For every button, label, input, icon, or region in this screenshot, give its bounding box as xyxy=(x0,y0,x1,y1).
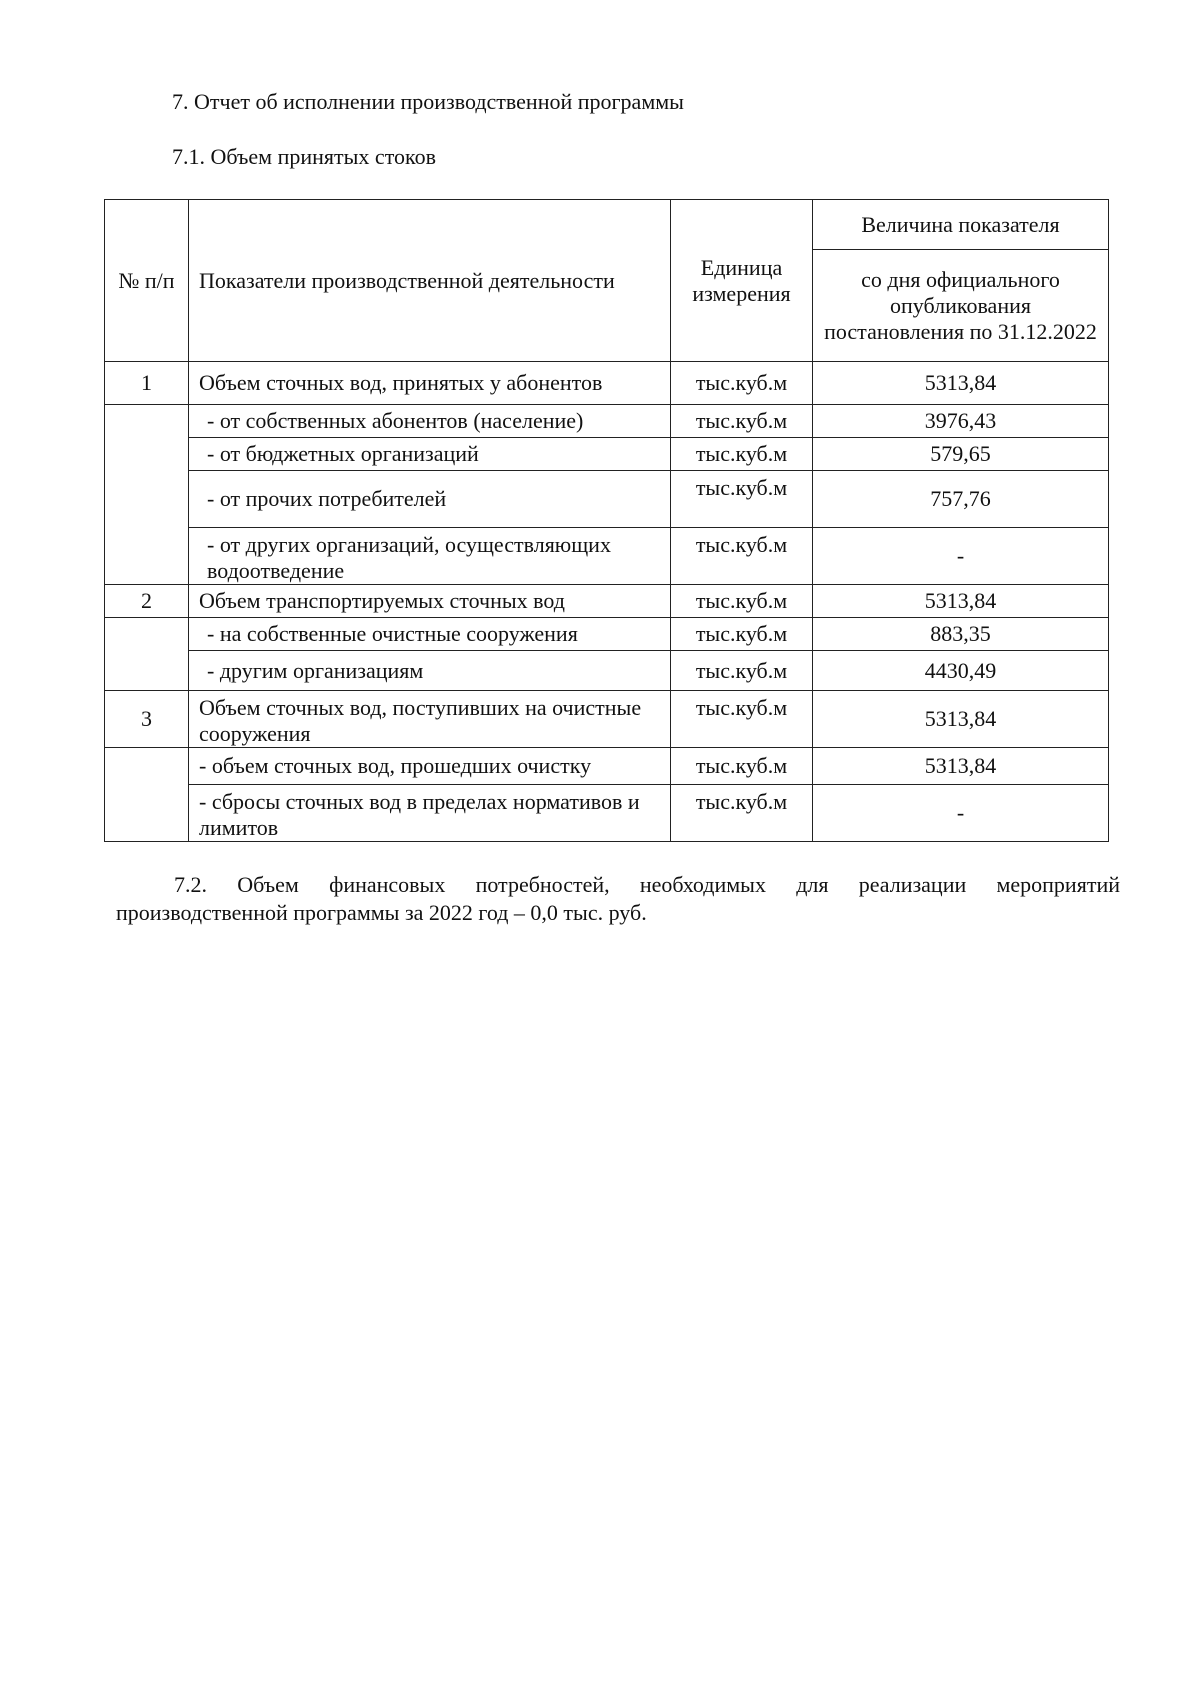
table-row xyxy=(105,651,1109,691)
section-heading-7-1: 7.1. Объем принятых стоков xyxy=(172,144,436,169)
row-indicator: - от собственных абонентов (население) xyxy=(189,405,671,438)
row-unit: тыс.куб.м xyxy=(671,438,813,471)
table-row xyxy=(105,362,1109,405)
row-value: 3976,43 xyxy=(813,405,1109,438)
section-heading-7: 7. Отчет об исполнении производственной программы xyxy=(172,89,684,114)
paragraph-7-2: 7.2. Объем финансовых потребностей, необходимых для реализации мероприятий производственной программы за 2022 год – 0,0 тыс. руб. xyxy=(116,872,1120,925)
row-value: 5313,84 xyxy=(813,691,1109,748)
row-value: - xyxy=(813,528,1109,585)
row-value: 579,65 xyxy=(813,438,1109,471)
row-num: 1 xyxy=(105,362,189,405)
wastewater-volume-table xyxy=(104,199,1109,842)
table-row xyxy=(105,438,1109,471)
row-value: 757,76 xyxy=(813,471,1109,528)
table-row xyxy=(105,405,1109,438)
row-num xyxy=(105,748,189,842)
row-value: - xyxy=(813,785,1109,842)
row-value: 883,35 xyxy=(813,618,1109,651)
table-row xyxy=(105,785,1109,842)
table-row xyxy=(105,748,1109,785)
row-num xyxy=(105,405,189,585)
row-value: 5313,84 xyxy=(813,585,1109,618)
row-unit: тыс.куб.м xyxy=(671,405,813,438)
header-indicator: Показатели производственной деятельности xyxy=(189,200,671,362)
table-header-row xyxy=(105,200,1109,250)
row-indicator: - от других организаций, осуществляющих водоотведение xyxy=(189,528,671,585)
row-unit: тыс.куб.м xyxy=(671,618,813,651)
row-indicator: - объем сточных вод, прошедших очистку xyxy=(189,748,671,785)
row-num xyxy=(105,618,189,691)
row-indicator: Объем сточных вод, поступивших на очистные сооружения xyxy=(189,691,671,748)
table-row xyxy=(105,471,1109,528)
row-unit: тыс.куб.м xyxy=(671,471,813,528)
row-indicator: - от прочих потребителей xyxy=(189,471,671,528)
row-indicator: Объем сточных вод, принятых у абонентов xyxy=(189,362,671,405)
header-num: № п/п xyxy=(105,200,189,362)
row-num: 3 xyxy=(105,691,189,748)
row-value: 4430,49 xyxy=(813,651,1109,691)
row-unit: тыс.куб.м xyxy=(671,528,813,585)
header-unit: Единица измерения xyxy=(671,200,813,362)
row-indicator: - сбросы сточных вод в пределах нормативов и лимитов xyxy=(189,785,671,842)
row-indicator: - на собственные очистные сооружения xyxy=(189,618,671,651)
row-unit: тыс.куб.м xyxy=(671,691,813,748)
row-value: 5313,84 xyxy=(813,362,1109,405)
row-indicator: - другим организациям xyxy=(189,651,671,691)
header-value-period: со дня официального опубликования постановления по 31.12.2022 xyxy=(813,250,1109,362)
row-indicator: - от бюджетных организаций xyxy=(189,438,671,471)
header-value-group: Величина показателя xyxy=(813,200,1109,250)
row-unit: тыс.куб.м xyxy=(671,362,813,405)
row-indicator: Объем транспортируемых сточных вод xyxy=(189,585,671,618)
table-row xyxy=(105,585,1109,618)
table-row xyxy=(105,691,1109,748)
row-unit: тыс.куб.м xyxy=(671,585,813,618)
row-unit: тыс.куб.м xyxy=(671,748,813,785)
row-num: 2 xyxy=(105,585,189,618)
table-row xyxy=(105,618,1109,651)
row-unit: тыс.куб.м xyxy=(671,785,813,842)
row-unit: тыс.куб.м xyxy=(671,651,813,691)
row-value: 5313,84 xyxy=(813,748,1109,785)
table-row xyxy=(105,528,1109,585)
